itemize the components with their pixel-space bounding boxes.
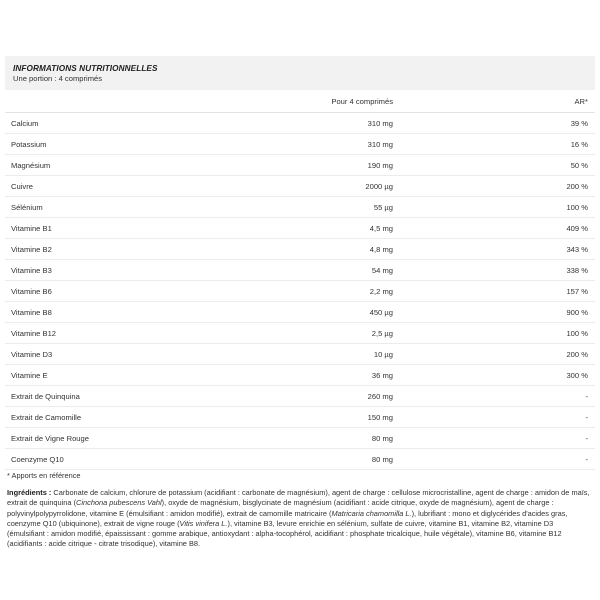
table-row xyxy=(5,449,595,470)
nutrient-ar: 300 % xyxy=(566,371,588,380)
nutrient-name: Vitamine B6 xyxy=(11,287,52,296)
nutrient-name: Coenzyme Q10 xyxy=(11,455,64,464)
nutrient-name: Calcium xyxy=(11,119,39,128)
ingredients-segment: Carbonate de calcium, chlorure de potassium (acidifiant : carbonate de magnésium), agent de charge : cellulose microcristalline, agent de charge : amidon de maïs, extrait de quinquina ( xyxy=(7,488,590,508)
nutrient-amount: 310 mg xyxy=(367,119,393,128)
ingredients-latin-name: Matricaria chamomilla L. xyxy=(331,508,412,518)
nutrition-table xyxy=(5,113,595,470)
nutrient-ar: 50 % xyxy=(570,161,588,170)
nutrient-name: Extrait de Vigne Rouge xyxy=(11,434,89,443)
nutrient-ar: - xyxy=(585,413,588,422)
nutrient-name: Cuivre xyxy=(11,182,33,191)
nutrient-ar: - xyxy=(585,392,588,401)
nutrient-ar: - xyxy=(585,434,588,443)
nutrient-name: Extrait de Camomille xyxy=(11,413,82,422)
column-header-amount: Pour 4 comprimés xyxy=(331,97,393,106)
nutrient-ar: 100 % xyxy=(566,329,588,338)
nutrient-ar: 409 % xyxy=(566,224,588,233)
table-header xyxy=(5,90,595,113)
nutrient-ar: 16 % xyxy=(570,140,588,149)
nutrient-name: Potassium xyxy=(11,140,47,149)
panel-title: INFORMATIONS NUTRITIONNELLES xyxy=(13,64,158,73)
table-row xyxy=(5,134,595,155)
ingredients-segment: ), vitamine B3, levure enrichie en sélénium, sulfate de cuivre, vitamine B1, vitamine B2, vitamine D3 (émulsifiant : amidon modifié, épaississant : gomme arabique, antioxydant : alpha-tocophérol, acidifiant : phosphate tricalcique, huile végétale), vitamine B6, vitamine B12 (acidifiants : acide citrique - citrate trisodique), vitamine B8. xyxy=(7,518,562,549)
ingredients-segment: ), lubrifiant : mono et diglycérides d'acides gras, coenzyme Q10 (ubiquinone), extrait de vigne rouge ( xyxy=(7,508,568,528)
table-row xyxy=(5,428,595,449)
table-row xyxy=(5,407,595,428)
nutrient-name: Vitamine B12 xyxy=(11,329,57,338)
nutrient-amount: 450 µg xyxy=(369,308,393,317)
nutrient-name: Vitamine B3 xyxy=(11,266,52,275)
footnote: * Apports en référence xyxy=(7,471,81,480)
ingredients-latin-name: Vitis vinifera L. xyxy=(179,518,228,528)
nutrient-name: Vitamine B8 xyxy=(11,308,52,317)
nutrient-name: Extrait de Quinquina xyxy=(11,392,80,401)
table-row xyxy=(5,386,595,407)
nutrient-amount: 80 mg xyxy=(371,455,393,464)
nutrient-ar: 200 % xyxy=(566,182,588,191)
nutrient-ar: 900 % xyxy=(566,308,588,317)
nutrient-name: Sélénium xyxy=(11,203,43,212)
nutrient-ar: 100 % xyxy=(566,203,588,212)
panel-header xyxy=(5,56,595,90)
nutrient-ar: 200 % xyxy=(566,350,588,359)
nutrient-amount: 4,8 mg xyxy=(369,245,393,254)
ingredients-segment: ), oxyde de magnésium, bisglycinate de magnésium (acidifiant : acide citrique, oxyde de magnésium), agent de charge : polyvinylpolypyrrolidone, vitamine E (émulsifiant : amidon modifié), extrait de camomille matricaire ( xyxy=(7,498,554,518)
nutrient-ar: 39 % xyxy=(570,119,588,128)
nutrient-amount: 55 µg xyxy=(373,203,393,212)
table-row xyxy=(5,302,595,323)
nutrient-ar: 343 % xyxy=(566,245,588,254)
table-row xyxy=(5,239,595,260)
table-row xyxy=(5,323,595,344)
nutrient-amount: 310 mg xyxy=(367,140,393,149)
table-row xyxy=(5,365,595,386)
nutrient-name: Vitamine B1 xyxy=(11,224,52,233)
nutrient-amount: 150 mg xyxy=(367,413,393,422)
table-row xyxy=(5,260,595,281)
nutrient-name: Magnésium xyxy=(11,161,51,170)
table-row xyxy=(5,344,595,365)
nutrient-amount: 2,5 µg xyxy=(371,329,393,338)
ingredients-latin-name: Cinchona pubescens Vahl xyxy=(76,498,162,508)
nutrient-amount: 190 mg xyxy=(367,161,393,170)
nutrient-name: Vitamine B2 xyxy=(11,245,52,254)
nutrient-amount: 10 µg xyxy=(373,350,393,359)
column-header-ar: AR* xyxy=(574,97,588,106)
table-row xyxy=(5,176,595,197)
ingredients-text xyxy=(7,488,593,550)
nutrient-name: Vitamine E xyxy=(11,371,48,380)
nutrient-amount: 2,2 mg xyxy=(369,287,393,296)
table-row xyxy=(5,281,595,302)
table-row xyxy=(5,218,595,239)
nutrient-amount: 54 mg xyxy=(371,266,393,275)
nutrient-amount: 36 mg xyxy=(371,371,393,380)
nutrient-amount: 260 mg xyxy=(367,392,393,401)
nutrient-amount: 2000 µg xyxy=(365,182,393,191)
table-row xyxy=(5,155,595,176)
table-row xyxy=(5,113,595,134)
nutrient-ar: 157 % xyxy=(566,287,588,296)
panel-subtitle: Une portion : 4 comprimés xyxy=(13,74,103,83)
ingredients-label: Ingrédients : xyxy=(7,488,52,497)
nutrient-amount: 80 mg xyxy=(371,434,393,443)
nutrient-name: Vitamine D3 xyxy=(11,350,53,359)
nutrient-ar: 338 % xyxy=(566,266,588,275)
nutrient-ar: - xyxy=(585,455,588,464)
table-row xyxy=(5,197,595,218)
nutrient-amount: 4,5 mg xyxy=(369,224,393,233)
